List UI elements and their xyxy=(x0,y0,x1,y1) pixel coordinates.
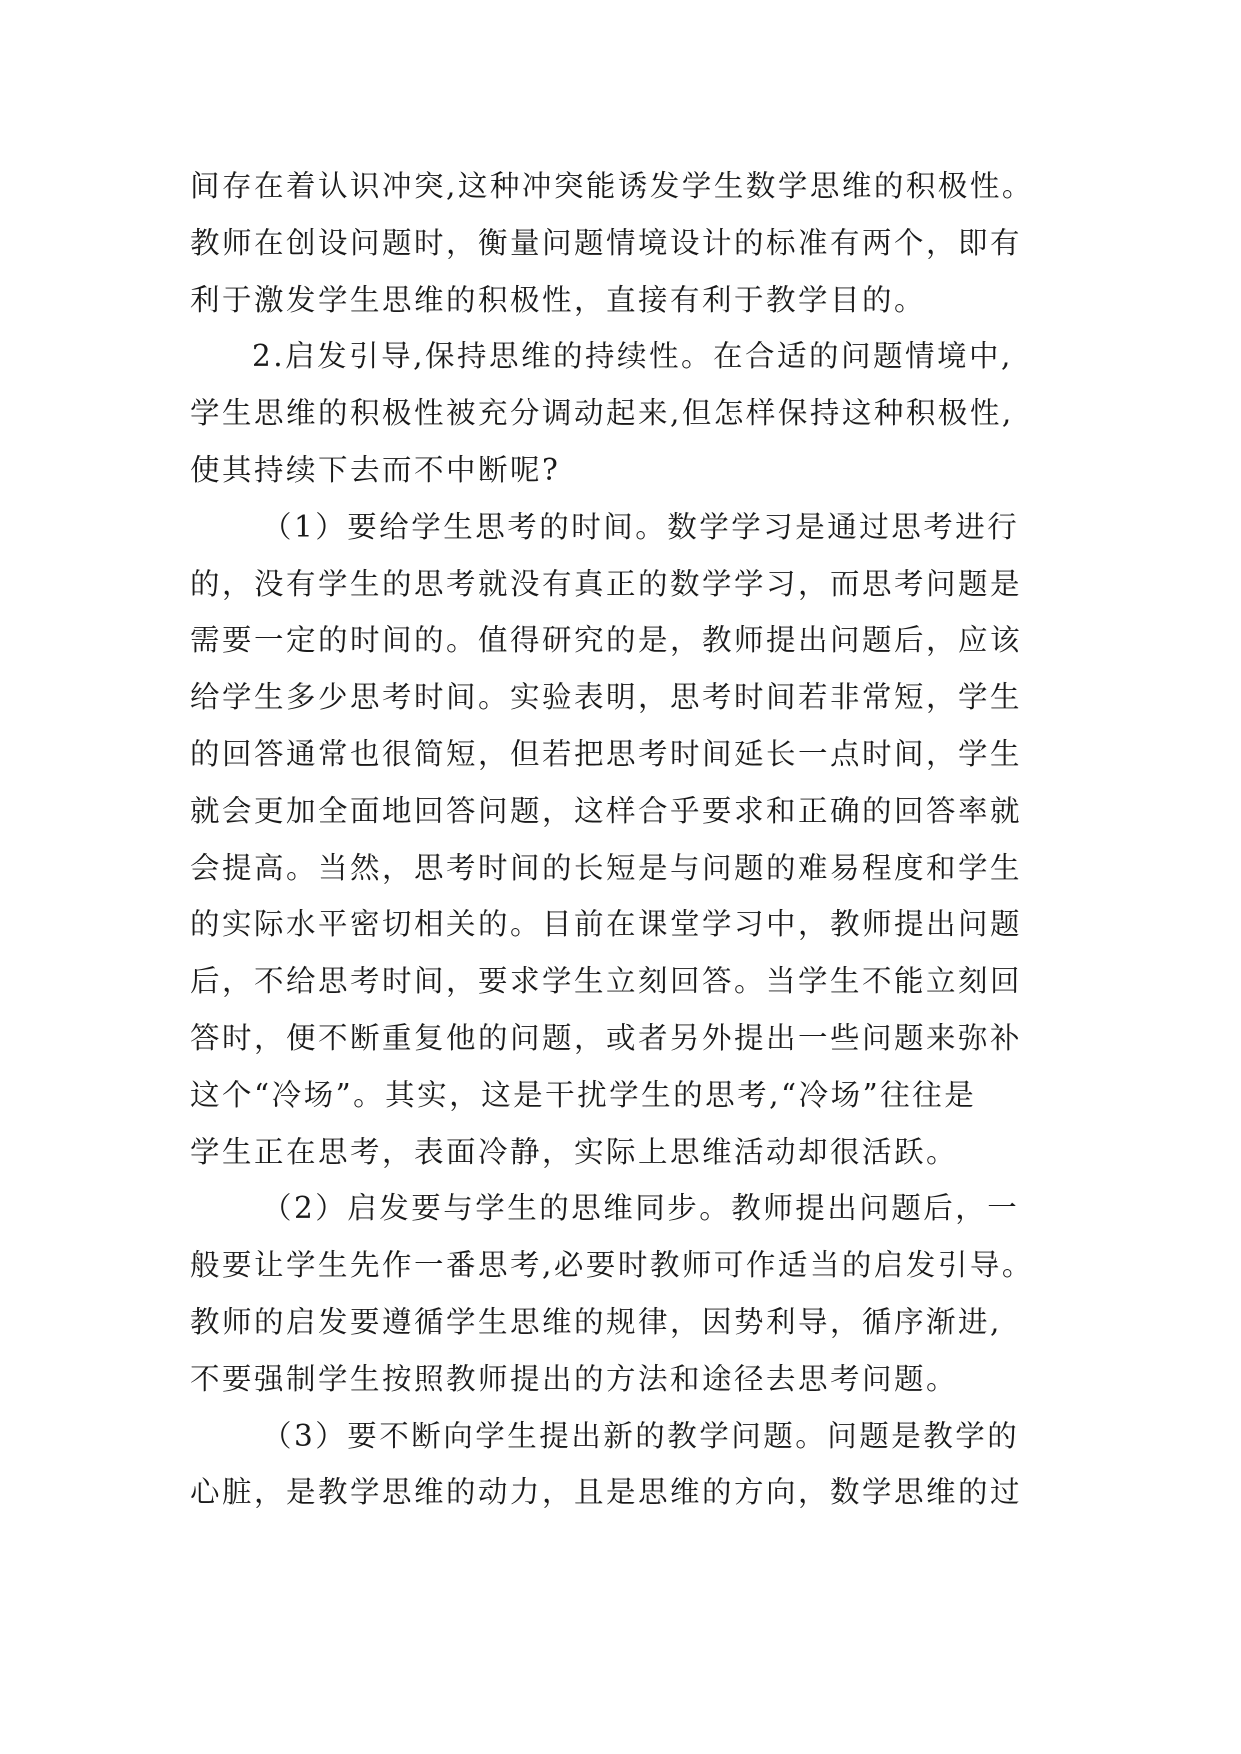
text-line: 学生正在思考，表面冷静，实际上思维活动却很活跃。 xyxy=(190,1134,959,1169)
text-line: 般要让学生先作一番思考,必要时教师可作适当的启发引导。 xyxy=(190,1248,1034,1283)
section-heading-line: 2.启发引导,保持思维的持续性。在合适的问题情境中, xyxy=(252,339,1013,374)
text-line: 心脏，是教学思维的动力，且是思维的方向，数学思维的过 xyxy=(190,1475,1023,1510)
text-line: 使其持续下去而不中断呢? xyxy=(190,452,561,487)
text-line: 后，不给思考时间，要求学生立刻回答。当学生不能立刻回 xyxy=(190,964,1023,999)
text-line: 的回答通常也很简短，但若把思考时间延长一点时间，学生 xyxy=(190,736,1023,771)
text-line: 就会更加全面地回答问题，这样合乎要求和正确的回答率就 xyxy=(190,793,1023,828)
text-line: 不要强制学生按照教师提出的方法和途径去思考问题。 xyxy=(190,1361,959,1396)
subsection-line: （2）启发要与学生的思维同步。教师提出问题后，一 xyxy=(262,1191,1020,1226)
text-line: 间存在着认识冲突,这种冲突能诱发学生数学思维的积极性。 xyxy=(190,169,1034,203)
text-line: 的实际水平密切相关的。目前在课堂学习中，教师提出问题 xyxy=(190,907,1023,942)
text-line: 的，没有学生的思考就没有真正的数学学习，而思考问题是 xyxy=(190,566,1023,601)
text-line: 这个“冷场”。其实，这是干扰学生的思考,“冷场”往往是 xyxy=(190,1077,977,1112)
subsection-line: （3）要不断向学生提出新的教学问题。问题是教学的 xyxy=(262,1418,1020,1453)
text-line: 会提高。当然，思考时间的长短是与问题的难易程度和学生 xyxy=(190,850,1023,885)
text-line: 教师在创设问题时，衡量问题情境设计的标准有两个，即有 xyxy=(190,225,1023,260)
text-line: 教师的启发要遵循学生思维的规律，因势利导，循序渐进, xyxy=(190,1304,1002,1339)
text-line: 答时，便不断重复他的问题，或者另外提出一些问题来弥补 xyxy=(190,1020,1023,1055)
subsection-line: （1）要给学生思考的时间。数学学习是通过思考进行 xyxy=(262,509,1020,544)
text-line: 学生思维的积极性被充分调动起来,但怎样保持这种积极性, xyxy=(190,396,1014,431)
text-line: 利于激发学生思维的积极性，直接有利于教学目的。 xyxy=(190,282,927,317)
text-line: 给学生多少思考时间。实验表明，思考时间若非常短，学生 xyxy=(190,680,1023,715)
body-text xyxy=(190,158,1070,1521)
text-line: 需要一定的时间的。值得研究的是，教师提出问题后，应该 xyxy=(190,623,1023,658)
